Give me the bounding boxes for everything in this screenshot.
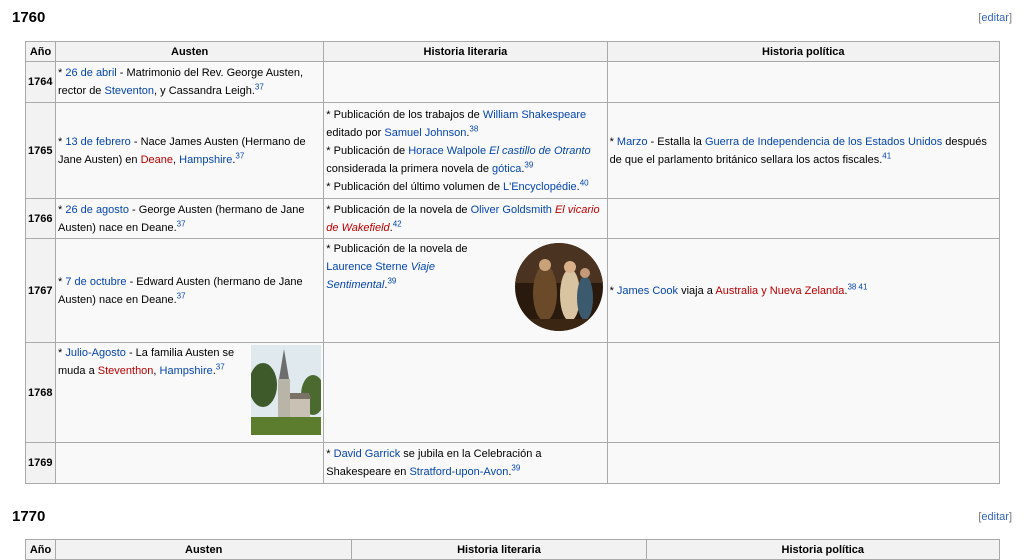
place-link[interactable]: Hampshire [159, 365, 213, 377]
literary-cell [324, 103, 607, 199]
event-text: Publicación de la novela de [333, 203, 471, 216]
event-text: se jubila en la Celebración a Shakespeare en [326, 448, 542, 478]
edit-button[interactable]: editar [981, 511, 1009, 523]
year-cell: 1766 [26, 199, 56, 239]
year-cell: 1764 [26, 62, 56, 103]
punct: . [389, 221, 393, 234]
col-header-year: Año [26, 42, 56, 62]
col-header-austen: Austen [56, 42, 324, 62]
punct: . [384, 279, 388, 291]
separator: , [173, 153, 180, 166]
reference-link[interactable]: 42 [392, 218, 402, 228]
separator: , [153, 365, 160, 377]
col-header-literary: Historia literaria [352, 540, 646, 560]
author-link[interactable]: Samuel Johnson [384, 126, 467, 139]
timeline-table-1760 [25, 41, 1000, 484]
place-link[interactable]: Steventhon [97, 365, 154, 377]
event-text: - George Austen (hermano de Jane Austen) nace en Deane. [58, 203, 305, 234]
list-item [58, 344, 243, 380]
work-link[interactable]: El castillo de Otranto [489, 144, 591, 157]
date-link[interactable]: 26 de abril [65, 67, 117, 79]
bullet: * [326, 180, 334, 193]
punct: . [466, 126, 470, 139]
event-text: - Edward Austen (hermano de Jane Austen) nace en Deane. [58, 275, 303, 306]
list-item [326, 178, 604, 196]
event-text: Publicación de la novela de [333, 243, 468, 255]
reference-link[interactable]: 39 [511, 463, 521, 473]
col-header-austen: Austen [56, 540, 352, 560]
table-header-row [26, 42, 1000, 62]
event-text: - La familia Austen se muda a [58, 347, 235, 377]
date-link[interactable]: 26 de agosto [65, 203, 129, 216]
edit-button[interactable]: editar [981, 12, 1009, 24]
bullet: * [609, 284, 617, 297]
table-row [26, 343, 1000, 443]
person-link[interactable]: James Cook [616, 284, 679, 297]
punct: . [844, 284, 848, 297]
table-row [26, 239, 1000, 343]
event-text: Publicación del último volumen de [333, 180, 503, 193]
bullet: * [326, 108, 334, 121]
col-header-political: Historia política [646, 540, 999, 560]
event-text: editado por [326, 126, 385, 139]
year-cell: 1765 [26, 103, 56, 199]
event-text: - Estalla la [647, 135, 705, 148]
edit-link-1760: [editar] [978, 12, 1012, 24]
bullet: * [326, 203, 334, 216]
year-cell: 1767 [26, 239, 56, 343]
table-row [26, 103, 1000, 199]
literary-cell [324, 62, 607, 103]
place-link[interactable]: Hampshire [179, 153, 233, 166]
punct: . [521, 162, 525, 175]
punct: . [576, 180, 580, 193]
literary-cell [324, 199, 607, 239]
reference-link[interactable]: 39 [387, 276, 397, 286]
reference-link[interactable]: 37 [215, 362, 225, 372]
bullet: * [58, 347, 66, 359]
date-link[interactable]: 7 de octubre [65, 275, 127, 288]
event-text: Publicación de los trabajos de [333, 108, 483, 121]
bullet: * [58, 275, 66, 288]
work-link[interactable]: L'Encyclopédie [503, 180, 577, 193]
austen-cell [56, 343, 324, 443]
reference-link[interactable]: 38 41 [847, 281, 868, 291]
date-link[interactable]: Julio-Agosto [65, 347, 126, 359]
literary-cell [324, 239, 607, 343]
bullet: * [326, 144, 334, 157]
austen-cell [56, 103, 324, 199]
austen-cell [56, 62, 324, 103]
political-cell [607, 343, 999, 443]
person-link[interactable]: David Garrick [333, 448, 401, 460]
author-link[interactable]: Horace Walpole [408, 144, 487, 157]
reference-link[interactable]: 39 [524, 159, 534, 169]
place-link[interactable]: Steventon [104, 85, 155, 97]
event-text: después de que el parlamento británico sellara los actos fiscales. [609, 135, 987, 166]
table-row [26, 62, 1000, 103]
reference-link[interactable]: 41 [882, 150, 892, 160]
event-text: - Nace James Austen (Hermano de Jane Austen) en [58, 135, 306, 166]
date-link[interactable]: 13 de febrero [65, 135, 131, 148]
col-header-political: Historia política [607, 42, 999, 62]
author-link[interactable]: Laurence Sterne [326, 261, 408, 273]
reference-link[interactable]: 37 [176, 218, 186, 228]
reference-link[interactable]: 37 [176, 290, 186, 300]
punct: . [212, 365, 216, 377]
event-text: considerada la primera novela de [326, 162, 492, 175]
political-cell [607, 239, 999, 343]
austen-cell [56, 443, 324, 484]
political-cell [607, 199, 999, 239]
table-row [26, 199, 1000, 239]
place-link[interactable]: Stratford-upon-Avon [409, 466, 509, 478]
literary-cell [324, 443, 607, 484]
bullet: * [58, 135, 66, 148]
col-header-year: Año [26, 540, 56, 560]
author-link[interactable]: William Shakespeare [482, 108, 587, 121]
punct: . [232, 153, 236, 166]
political-cell [607, 62, 999, 103]
punct: . [508, 466, 512, 478]
painting-thumbnail[interactable] [515, 243, 603, 331]
bullet: * [326, 243, 334, 255]
austen-cell [56, 239, 324, 343]
event-text: Publicación de [333, 144, 409, 157]
work-link[interactable]: Viaje Sentimental [326, 261, 435, 291]
genre-link[interactable]: gótica [492, 162, 522, 175]
event-text: , y Cassandra Leigh. [154, 85, 255, 97]
church-thumbnail[interactable] [251, 345, 321, 435]
reference-link[interactable]: 37 [254, 82, 264, 92]
event-text: - Matrimonio del Rev. George Austen, rector de [58, 67, 304, 97]
literary-cell [324, 343, 607, 443]
table-header-row [26, 540, 1000, 560]
list-item [326, 106, 604, 142]
bullet: * [58, 67, 66, 79]
event-text: viaja a [678, 284, 716, 297]
austen-cell [56, 199, 324, 239]
work-link[interactable]: El vicario de Wakefield [326, 203, 600, 234]
timeline-table-1770 [25, 539, 1000, 560]
col-header-literary: Historia literaria [324, 42, 607, 62]
place-link[interactable]: Deane [140, 153, 173, 166]
political-cell [607, 443, 999, 484]
date-link[interactable]: Marzo [616, 135, 648, 148]
event-link[interactable]: Guerra de Independencia de los Estados Unidos [704, 135, 943, 148]
reference-link[interactable]: 37 [235, 150, 245, 160]
year-cell: 1769 [26, 443, 56, 484]
bullet: * [58, 203, 66, 216]
year-cell: 1768 [26, 343, 56, 443]
bullet: * [326, 448, 334, 460]
section-heading-1770: 1770 [12, 508, 46, 525]
place-link[interactable]: Australia y Nueva Zelanda [715, 284, 845, 297]
list-item [326, 142, 604, 178]
section-heading-1760: 1760 [12, 9, 46, 26]
reference-link[interactable]: 40 [579, 177, 589, 187]
reference-link[interactable]: 38 [469, 123, 479, 133]
edit-link-1770: [editar] [978, 511, 1012, 523]
author-link[interactable]: Oliver Goldsmith [470, 203, 552, 216]
table-row [26, 443, 1000, 484]
list-item [326, 240, 506, 294]
political-cell [607, 103, 999, 199]
bullet: * [609, 135, 617, 148]
